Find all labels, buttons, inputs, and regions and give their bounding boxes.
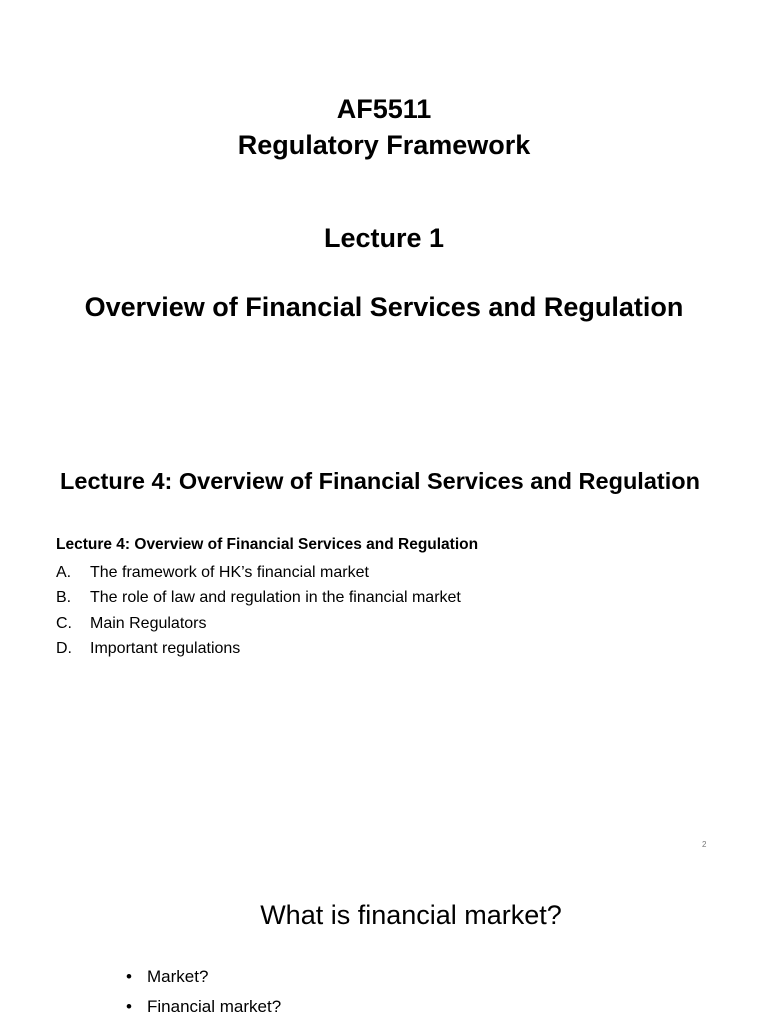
list-item-text: Market?: [147, 967, 209, 986]
page-number: 2: [702, 840, 707, 849]
bullet-icon: •: [126, 997, 132, 1016]
list-item: [56, 564, 461, 589]
course-name: Regulatory Framework: [237, 130, 531, 160]
slide-title: Lecture 4: Overview of Financial Services and Regulation: [60, 468, 700, 494]
bullet-list: [126, 967, 281, 1027]
list-item: [126, 967, 281, 997]
agenda-list: [56, 564, 461, 665]
list-item-text: Main Regulators: [90, 614, 207, 632]
list-item-text: The role of law and regulation in the financial market: [90, 589, 461, 607]
list-marker: C.: [56, 614, 72, 632]
list-item: [126, 997, 281, 1027]
slide-title: What is financial market?: [260, 900, 562, 930]
slide-2: [0, 432, 768, 864]
slide-1: [0, 0, 768, 432]
course-code: AF5511: [336, 94, 432, 124]
list-marker: A.: [56, 564, 72, 581]
slide-subtitle: Lecture 4: Overview of Financial Services and Regulation: [56, 536, 479, 553]
list-item-text: The framework of HK’s financial market: [90, 564, 369, 581]
list-item: [56, 615, 461, 640]
list-item: [56, 589, 461, 614]
list-item-text: Financial market?: [147, 997, 282, 1016]
slide-3: [0, 864, 768, 1024]
lecture-number: Lecture 1: [323, 223, 445, 253]
lecture-topic: Overview of Financial Services and Regulation: [84, 292, 684, 322]
list-item-text: Important regulations: [90, 639, 241, 657]
list-marker: D.: [56, 639, 72, 657]
list-item: [56, 640, 461, 665]
list-marker: B.: [56, 589, 72, 607]
bullet-icon: •: [126, 967, 132, 986]
